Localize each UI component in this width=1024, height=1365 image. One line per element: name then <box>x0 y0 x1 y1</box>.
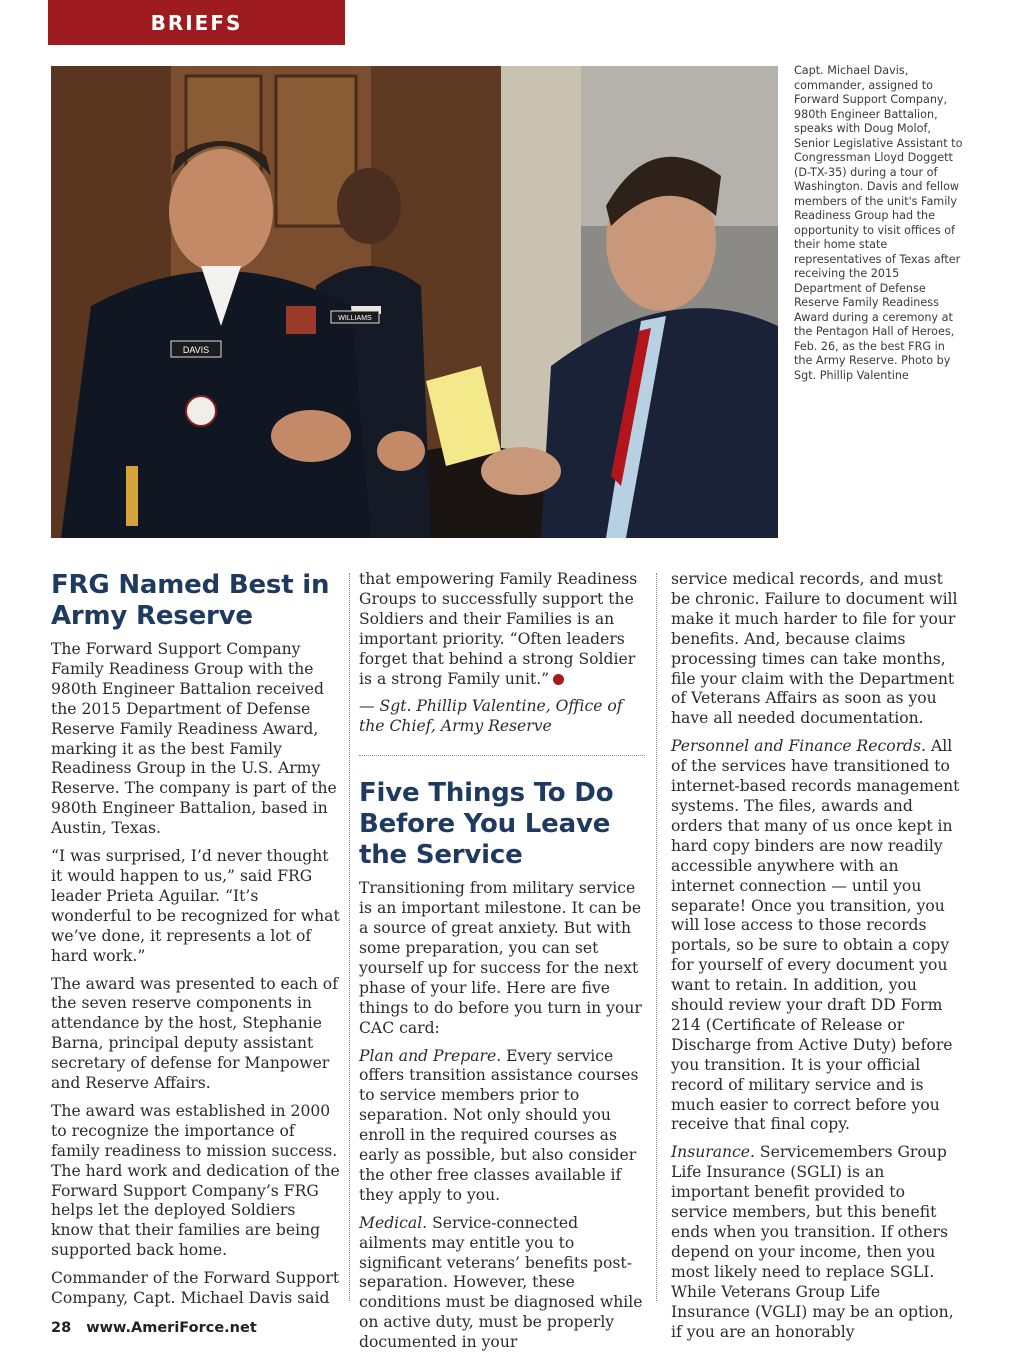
paragraph: The award was presented to each of the seven reserve components in attendance by the host, Stephanie Barna, principal deputy assistant secretary of defense for Manpower and Reserve Affairs. <box>51 974 338 1093</box>
paragraph-text: that empowering Family Readiness Groups to successfully support the Soldiers and their Families is an important priority. “Often leaders forget that behind a strong Soldier is a strong Family unit.” <box>359 570 638 688</box>
page-footer <box>51 1320 257 1336</box>
paragraph <box>359 570 645 689</box>
column-1 <box>51 570 341 1317</box>
paragraph <box>359 1047 645 1206</box>
article-divider <box>359 755 645 756</box>
column-3 <box>671 570 961 1350</box>
column-2 <box>359 570 645 1361</box>
paragraph: service medical records, and must be chronic. Failure to document will make it much harder to file for your benefits. And, because claims processing times can take months, file your claim with the Department of Veterans Affairs as soon as you have all needed documentation. <box>671 570 958 728</box>
paragraph-lead: Insurance. <box>671 1143 755 1162</box>
paragraph-text: Servicemembers Group Life Insurance (SGLI) is an important benefit provided to service members, but this benefit ends when you transition. If others depend on your income, then you most likely need to replace SGLI. While Veterans Group Life Insurance (VGLI) may be an option, if you are an honorably <box>671 1143 954 1341</box>
end-mark-icon <box>553 674 564 685</box>
paragraph: The Forward Support Company Family Readiness Group with the 980th Engineer Battalion received the 2015 Department of Defense Reserve Family Readiness Award, marking it as the best Family Readiness Group in the U.S. Army Reserve. The company is part of the 980th Engineer Battalion, based in Austin, Texas. <box>51 640 337 838</box>
article-photo <box>51 66 778 538</box>
paragraph: “I was surprised, I’d never thought it would happen to us,” said FRG leader Prieta Aguilar. “It’s wonderful to be recognized for what we’ve done, it represents a lot of hard work.” <box>51 847 340 965</box>
section-header: BRIEFS <box>48 0 345 45</box>
website-url: www.AmeriForce.net <box>86 1320 257 1336</box>
paragraph <box>671 737 961 1135</box>
photo-caption: Capt. Michael Davis, commander, assigned to Forward Support Company, 980th Engineer Battalion, speaks with Doug Molof, Senior Legislative Assistant to Congressman Lloyd Doggett (D-TX-35) during a tour of Washington. Davis and fellow members of the unit's Family Readiness Group had the opportunity to visit offices of their home state representatives of Texas after receiving the 2015 Department of Defense Reserve Family Readiness Award during a ceremony at the Pentagon Hall of Heroes, Feb. 26, as the best FRG in the Army Reserve. Photo by Sgt. Phillip Valentine <box>794 64 963 382</box>
paragraph-text: Service-connected ailments may entitle you to significant veterans’ benefits post-separation. However, these conditions must be diagnosed while on active duty, must be properly documented in your <box>359 1213 643 1352</box>
article-headline: FRG Named Best in Army Reserve <box>51 570 330 631</box>
column-divider <box>349 573 350 1301</box>
paragraph-lead: Plan and Prepare. <box>359 1046 502 1065</box>
paragraph: The award was established in 2000 to recognize the importance of family readiness to mission success. The hard work and dedication of the Forward Support Company’s FRG helps let the deployed Soldiers know that their families are being supported back home. <box>51 1101 340 1260</box>
name-tag-davis: DAVIS <box>182 345 210 355</box>
paragraph <box>359 1214 645 1353</box>
paragraph <box>671 1143 961 1342</box>
page-number: 28 <box>51 1320 72 1336</box>
column-divider <box>656 573 657 1301</box>
paragraph-lead: Medical. <box>359 1213 428 1232</box>
name-tag-williams: WILLIAMS <box>338 315 372 322</box>
article-headline: Five Things To Do Before You Leave the Service <box>359 778 614 871</box>
paragraph-lead: Personnel and Finance Records. <box>671 737 926 756</box>
paragraph-text: All of the services have transitioned to internet-based records management systems. The files, awards and orders that many of us once kept in hard copy binders are now readily accessible anywhere with an internet connection — until you separate! Once you transition, you will lose access to those records portals, so be sure to obtain a copy for yourself of every document you want to retain. In addition, you should review your draft DD Form 214 (Certificate of Release or Discharge from Active Duty) before you transition. It is your official record of military service and is much easier to correct before you receive that final copy. <box>671 737 960 1134</box>
article-attribution: — Sgt. Phillip Valentine, Office of the Chief, Army Reserve <box>359 697 623 736</box>
paragraph: Transitioning from military service is an important milestone. It can be a source of great anxiety. But with some preparation, you can set yourself up for success for the next phase of your life. Here are five things to do before you turn in your CAC card: <box>359 879 642 1037</box>
paragraph-text: Every service offers transition assistance courses to service members prior to separation. Not only should you enroll in the required courses as early as possible, but also consider the other free classes available if they apply to you. <box>359 1046 639 1204</box>
paragraph: Commander of the Forward Support Company, Capt. Michael Davis said <box>51 1269 340 1308</box>
